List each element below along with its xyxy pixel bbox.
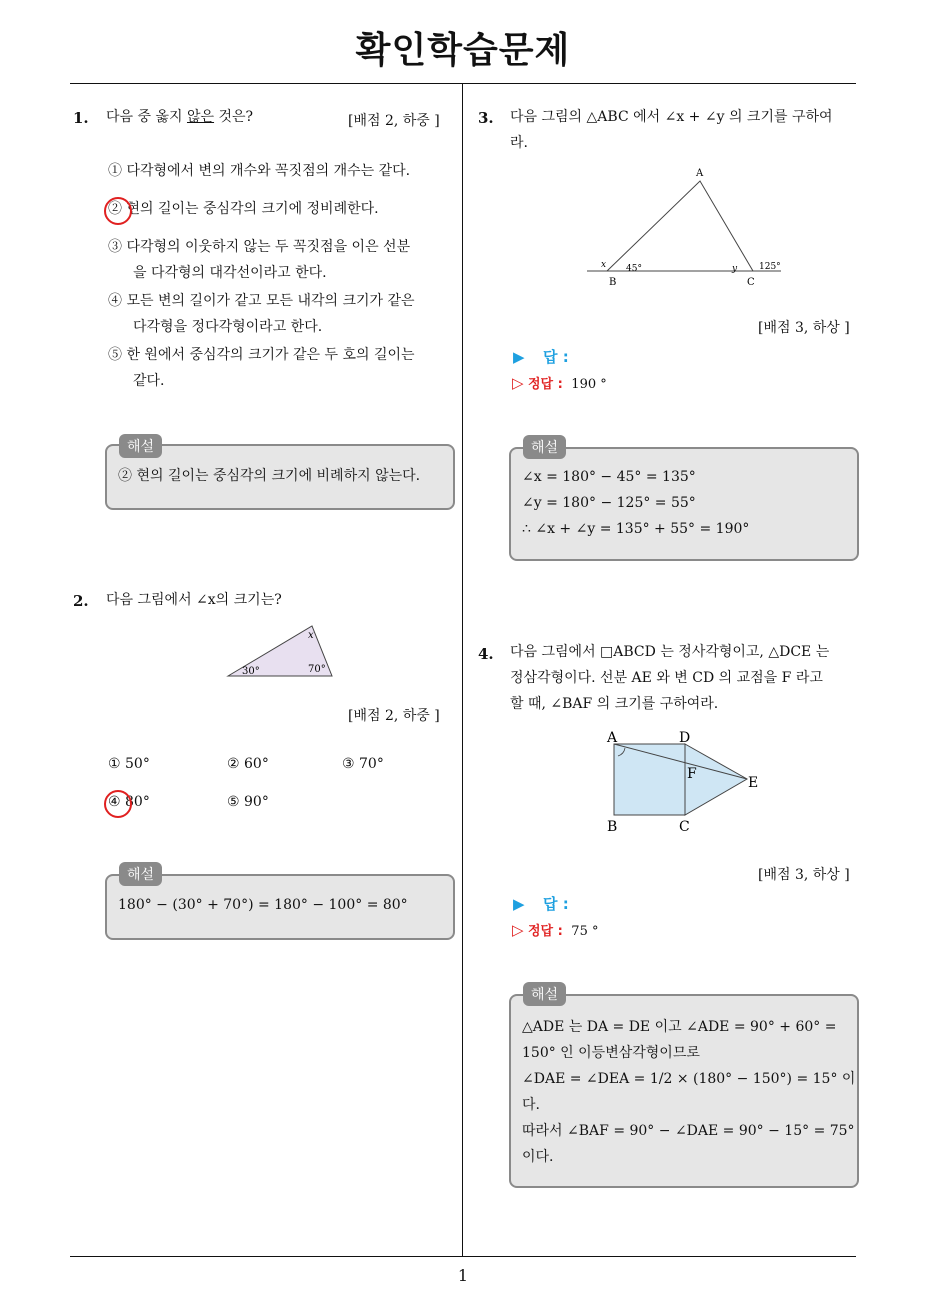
q4-score: [배점 3, 하상 ] [758,867,850,883]
q4-text-line1: 다음 그림에서 □ABCD 는 정사각형이고, △DCE 는 [510,644,830,660]
q3-explanation-line1: ∠x = 180° − 45° = 135° [522,469,696,485]
q3-explanation-line3: ∴ ∠x + ∠y = 135° + 55° = 190° [522,521,750,537]
play-icon: ▶ [513,895,525,913]
q2-text: 다음 그림에서 ∠x의 크기는? [106,592,282,608]
q2-option-3[interactable]: ③ 70° [342,756,384,772]
q3-answer-label: 답 : [543,348,569,366]
q4-correct-row [512,920,598,939]
q3-correct-value: 190 ° [571,377,607,392]
q1-option-3-cont: 을 다각형의 대각선이라고 한다. [133,265,327,281]
q2-option-5[interactable]: ⑤ 90° [227,794,269,810]
q4-answer-label: 답 : [543,895,569,913]
q1-option-5-cont: 같다. [133,373,165,389]
q3-correct-label: 정답 : [528,377,563,392]
q1-option-1[interactable]: ① 다각형에서 변의 개수와 꼭짓점의 개수는 같다. [108,163,411,179]
q4-fig-label-d: D [679,730,691,746]
column-divider [462,84,463,1256]
q4-square-figure [600,728,770,836]
q3-fig-label-b: B [609,277,617,288]
q4-explanation-line6: 이다. [522,1149,554,1165]
q4-answer-row [513,893,569,914]
q3-text-line2: 라. [510,135,528,151]
q4-explanation-tag: 해설 [523,982,566,1006]
q1-explanation-tag: 해설 [119,434,162,458]
q3-explanation-line2: ∠y = 180° − 125° = 55° [522,495,696,511]
q2-number: 2. [73,592,89,610]
page-number: 1 [457,1266,469,1285]
selected-answer-mark [104,197,132,225]
q1-option-2[interactable]: ② 현의 길이는 중심각의 크기에 정비례한다. [108,201,379,217]
q1-text-part1: 다음 중 옳지 [106,109,187,125]
q1-number: 1. [73,109,89,127]
q4-explanation-line5: 따라서 ∠BAF = 90° − ∠DAE = 90° − 15° = 75° [522,1123,855,1139]
q4-fig-label-c: C [679,819,690,835]
q3-fig-angle-45: 45° [626,264,642,274]
q2-option-1[interactable]: ① 50° [108,756,150,772]
q3-fig-label-c: C [747,277,755,288]
selected-answer-mark [104,790,132,818]
q1-option-4[interactable]: ④ 모든 변의 길이가 같고 모든 내각의 크기가 같은 [108,293,415,309]
q3-score: [배점 3, 하상 ] [758,320,850,336]
q4-explanation-line4: 다. [522,1097,540,1113]
q4-text-line2: 정삼각형이다. 선분 AE 와 변 CD 의 교점을 F 라고 [510,670,823,686]
footer-rule [70,1256,856,1257]
triangle-outline-icon: ▷ [512,921,524,939]
q3-fig-angle-x: x [601,260,607,270]
q1-text [106,104,253,130]
q1-explanation-text: ② 현의 길이는 중심각의 크기에 비례하지 않는다. [118,468,421,484]
q1-text-underlined: 않은 [186,109,215,125]
q4-text-line3: 할 때, ∠BAF 의 크기를 구하여라. [510,696,719,712]
q4-correct-label: 정답 : [528,924,563,939]
q2-score: [배점 2, 하중 ] [348,708,440,724]
q4-fig-label-f: F [687,766,697,782]
q2-option-2[interactable]: ② 60° [227,756,269,772]
q4-explanation-line3: ∠DAE = ∠DEA = 1/2 × (180° − 150°) = 15° 이 [522,1071,856,1087]
q4-explanation-line2: 150° 인 이등변삼각형이므로 [522,1045,700,1061]
q3-text-line1: 다음 그림의 △ABC 에서 ∠x + ∠y 의 크기를 구하여 [510,109,833,125]
q3-fig-label-a: A [696,168,704,179]
q2-fig-angle-70: 70° [308,664,326,675]
q4-fig-label-b: B [607,819,618,835]
page-title: 확인학습문제 [355,30,571,71]
q3-fig-angle-125: 125° [759,262,781,272]
q2-explanation-tag: 해설 [119,862,162,886]
header-rule [70,83,856,84]
q2-option-4[interactable]: ④ 80° [108,794,150,810]
q1-option-4-cont: 다각형을 정다각형이라고 한다. [133,319,323,335]
q3-number: 3. [478,109,494,127]
q2-fig-angle-30: 30° [242,666,260,677]
q4-fig-label-a: A [607,730,618,746]
q2-triangle-figure [220,620,340,682]
q3-answer-row [513,346,569,367]
q4-fig-label-e: E [748,775,759,791]
play-icon: ▶ [513,348,525,366]
q3-explanation-tag: 해설 [523,435,566,459]
q4-number: 4. [478,645,494,663]
q4-correct-value: 75 ° [571,924,599,939]
triangle-outline-icon: ▷ [512,374,524,392]
q1-option-3[interactable]: ③ 다각형의 이웃하지 않는 두 꼭짓점을 이은 선분 [108,239,411,255]
q1-score: [배점 2, 하중 ] [348,113,440,129]
q2-explanation-text: 180° − (30° + 70°) = 180° − 100° = 80° [118,897,408,913]
q3-fig-angle-y: y [732,264,738,274]
q3-correct-row [512,373,607,392]
q3-triangle-figure [585,165,785,290]
q1-text-part2: 것은? [214,109,254,125]
q1-option-5[interactable]: ⑤ 한 원에서 중심각의 크기가 같은 두 호의 길이는 [108,347,415,363]
q2-fig-angle-x: x [308,630,314,641]
q4-explanation-line1: △ADE 는 DA = DE 이고 ∠ADE = 90° + 60° = [522,1019,837,1035]
